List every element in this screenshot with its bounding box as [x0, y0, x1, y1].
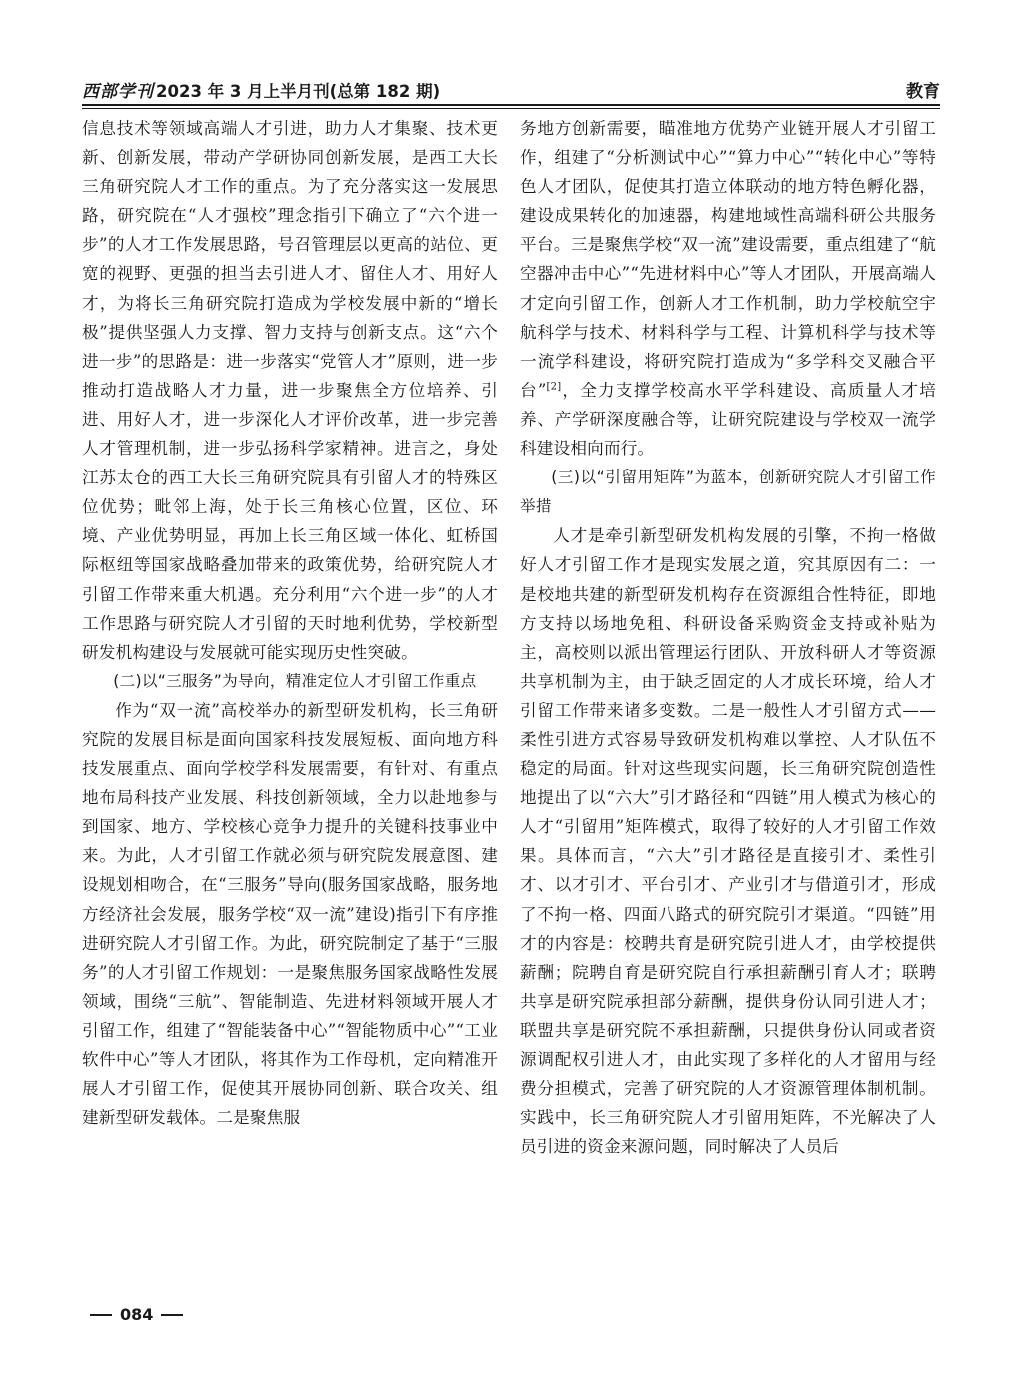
footer-dash-left [90, 1314, 112, 1316]
right-paragraph-1-text-end: ，全力支撑学校高水平学科建设、高质量人才培养、产学研深度融合等，让研究院建设与学校双一流学科建设相向而行。 [520, 380, 936, 459]
right-paragraph-1 [520, 114, 936, 463]
citation-marker: [2] [546, 381, 562, 393]
page-number: 084 [120, 1305, 154, 1324]
left-column [82, 114, 498, 1132]
running-header [82, 74, 940, 102]
header-journal-info [82, 77, 440, 102]
left-paragraph-1: 信息技术等领域高端人才引进，助力人才集聚、技术更新、创新发展，带动产学研协同创新发展，是西工大长三角研究院人才工作的重点。为了充分落实这一发展思路，研究院在“人才强校”理念指引下确立了“六个进一步”的人才工作发展思路，号召管理层以更高的站位、更宽的视野、更强的担当去引进人才、留住人才、用好人才，为将长三角研究院打造成为学校发展中新的“增长极”提供坚强人力支撑、智力支持与创新支点。这“六个进一步”的思路是：进一步落实“党管人才”原则，进一步推动打造战略人才力量，进一步聚焦全方位培养、引进、用好人才，进一步深化人才评价改革，进一步完善人才管理机制，进一步弘扬科学家精神。进言之，身处江苏太仓的西工大长三角研究院具有引留人才的特殊区位优势；毗邻上海，处于长三角核心位置，区位、环境、产业优势明显，再加上长三角区域一体化、虹桥国际枢纽等国家战略叠加带来的政策优势，给研究院人才引留工作带来重大机遇。充分利用“六个进一步”的人才工作思路与研究院人才引留的天时地利优势，学校新型研发机构建设与发展就可能实现历史性突破。 [82, 119, 498, 662]
header-rule-thick [82, 104, 940, 106]
section-heading-3: (三)以“引留用矩阵”为蓝本，创新研究院人才引留工作举措 [520, 468, 936, 516]
page-footer [82, 1305, 191, 1324]
journal-logo: 西部学刊 [82, 82, 154, 102]
right-paragraph-1-text: 务地方创新需要，瞄准地方优势产业链开展人才引留工作，组建了“分析测试中心”“算力中心”“转化中心”等特色人才团队，促使其打造立体联动的地方特色孵化器，建设成果转化的加速器，构建地域性高端科研公共服务平台。三是聚焦学校“双一流”建设需要，重点组建了“航空器冲击中心”“先进材料中心”等人才团队，开展高端人才定向引留工作，创新人才工作机制，助力学校航空宇航科学与技术、材料科学与工程、计算机科学与技术等一流学科建设，将研究院打造成为“多学科交叉融合平台” [520, 119, 936, 400]
right-column [520, 114, 936, 1161]
left-paragraph-2: 作为“双一流”高校举办的新型研发机构，长三角研究院的发展目标是面向国家科技发展短板、面向地方科技发展重点、面向学校学科发展需要，有针对、有重点地布局科技产业发展、科技创新领域，全力以赴地参与到国家、地方、学校核心竞争力提升的关键科技事业中来。为此，人才引留工作就必须与研究院发展意图、建设规划相吻合，在“三服务”导向(服务国家战略，服务地方经济社会发展，服务学校“双一流”建设)指引下有序推进研究院人才引留工作。为此，研究院制定了基于“三服务”的人才引留工作规划：一是聚焦服务国家战略性发展领域，围绕“三航”、智能制造、先进材料领域开展人才引留工作，组建了“智能装备中心”“智能物质中心”“工业软件中心”等人才团队，将其作为工作母机，定向精准开展人才引留工作，促使其开展协同创新、联合攻关、组建新型研发载体。二是聚焦服 [82, 700, 498, 1128]
section-name: 教育 [906, 82, 940, 102]
header-rule-thin [82, 108, 940, 109]
right-paragraph-2: 人才是牵引新型研发机构发展的引擎，不拘一格做好人才引留工作才是现实发展之道，究其原因有二：一是校地共建的新型研发机构存在资源组合性特征，即地方支持以场地免租、科研设备采购资金支持或补贴为主，高校则以派出管理运行团队、开放科研人才等资源共享机制为主，由于缺乏固定的人才成长环境，给人才引留工作带来诸多变数。二是一般性人才引留方式——柔性引进方式容易导致研发机构难以掌控、人才队伍不稳定的局面。针对这些现实问题，长三角研究院创造性地提出了以“六大”引才路径和“四链”用人模式为核心的人才“引留用”矩阵模式，取得了较好的人才引留工作效果。具体而言，“六大”引才路径是直接引才、柔性引才、以才引才、平台引才、产业引才与借道引才，形成了不拘一格、四面八路式的研究院引才渠道。“四链”用才的内容是：校聘共育是研究院引进人才，由学校提供薪酬；院聘自育是研究院自行承担薪酬引育人才；联聘共享是研究院承担部分薪酬，提供身份认同引进人才；联盟共享是研究院不承担薪酬，只提供身份认同或者资源调配权引进人才，由此实现了多样化的人才留用与经费分担模式，完善了研究院的人才资源管理体制机制。实践中，长三角研究院人才引留用矩阵，不光解决了人员引进的资金来源问题，同时解决了人员后 [520, 526, 936, 1157]
issue-info: 2023 年 3 月上半月刊(总第 182 期) [156, 82, 441, 101]
section-heading-2: (二)以“三服务”为导向，精准定位人才引留工作重点 [113, 671, 477, 690]
footer-dash-right [161, 1314, 183, 1316]
